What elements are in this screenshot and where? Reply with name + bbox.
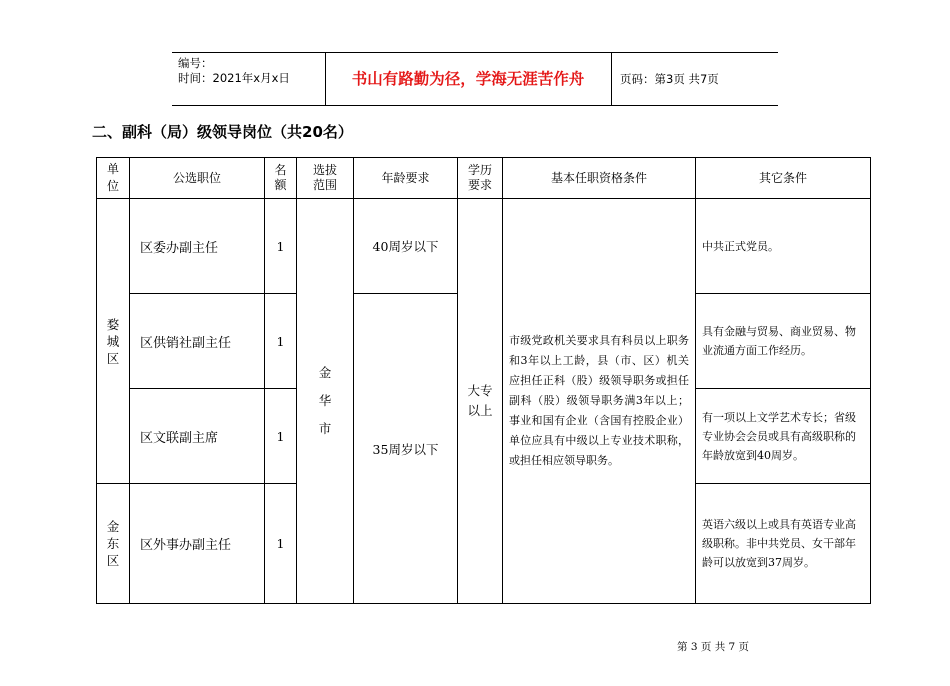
education-text: 大专以上 (467, 383, 493, 418)
other-conditions-cell: 中共正式党员。 (696, 199, 871, 294)
header-divider (611, 53, 612, 105)
position-cell: 区委办副主任 (130, 199, 265, 294)
header-unit: 单位 (97, 158, 130, 199)
header-education: 学历要求 (458, 158, 503, 199)
quota-cell: 1 (265, 389, 297, 484)
other-conditions-cell: 英语六级以上或具有英语专业高级职称。非中共党员、女干部年龄可以放宽到37周岁。 (696, 484, 871, 604)
header-scope: 选拔范围 (297, 158, 354, 199)
other-conditions-cell: 具有金融与贸易、商业贸易、物业流通方面工作经历。 (696, 294, 871, 389)
scope-cell (297, 199, 354, 604)
table-header-row (97, 158, 871, 199)
header-age: 年龄要求 (354, 158, 458, 199)
quota-cell: 1 (265, 294, 297, 389)
page-header (172, 52, 778, 106)
unit-name: 金东区 (106, 519, 120, 568)
header-basic: 基本任职资格条件 (503, 158, 696, 199)
basic-conditions-cell: 市级党政机关要求具有科员以上职务和3年以上工龄，县（市、区）机关应担任正科（股）级领导职务或担任副科（股）级领导职务满3年以上；事业和国有企业（含国有控股企业）单位应具有中级以上专业技术职称，或担任相应领导职务。 (503, 199, 696, 604)
unit-name: 婺城区 (106, 316, 120, 366)
quota-cell: 1 (265, 199, 297, 294)
unit-cell (97, 484, 130, 604)
header-page-info: 页码：第3页 共7页 (620, 72, 719, 86)
table-row (97, 199, 871, 294)
education-cell (458, 199, 503, 604)
header-meta (178, 56, 290, 86)
page-footer: 第 3 页 共 7 页 (677, 641, 750, 653)
scope-text: 金华市 (318, 365, 332, 436)
header-quota: 名额 (265, 158, 297, 199)
number-label: 编号： (178, 56, 213, 70)
section-title: 二、副科（局）级领导岗位（共20名） (92, 123, 353, 141)
position-cell: 区外事办副主任 (130, 484, 265, 604)
position-cell: 区文联副主席 (130, 389, 265, 484)
quota-cell: 1 (265, 484, 297, 604)
header-motto: 书山有路勤为径，学海无涯苦作舟 (351, 70, 585, 88)
age-cell: 35周岁以下 (354, 294, 458, 604)
header-position: 公选职位 (130, 158, 265, 199)
position-cell: 区供销社副主任 (130, 294, 265, 389)
other-conditions-cell: 有一项以上文学艺术专长；省级专业协会会员或具有高级职称的年龄放宽到40周岁。 (696, 389, 871, 484)
positions-table (96, 157, 871, 604)
unit-cell (97, 199, 130, 484)
age-cell: 40周岁以下 (354, 199, 458, 294)
time-label: 时间：2021年x月x日 (178, 71, 290, 85)
header-other: 其它条件 (696, 158, 871, 199)
